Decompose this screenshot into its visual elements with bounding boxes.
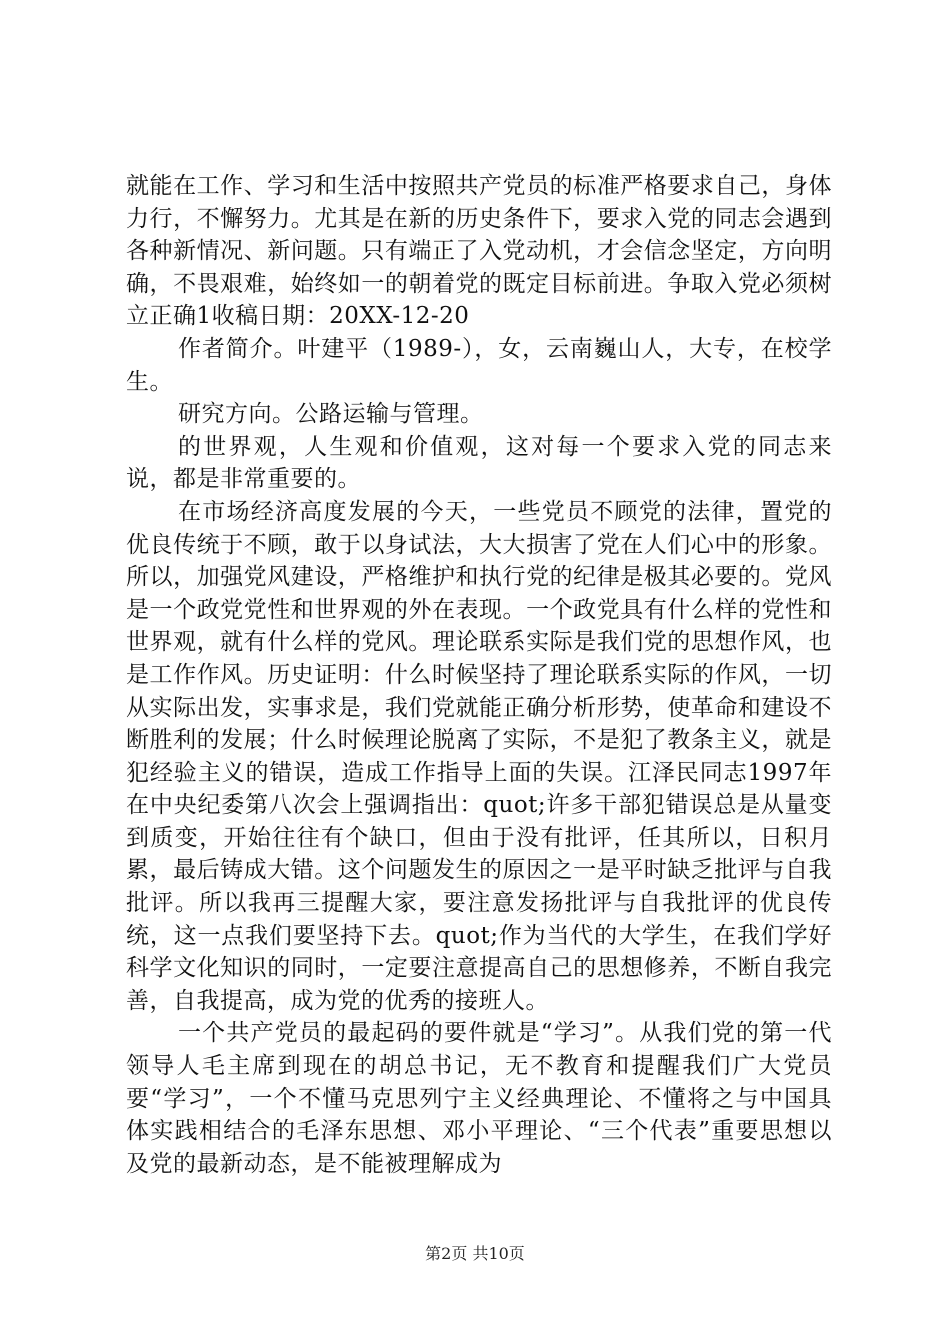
document-body (126, 170, 832, 1180)
paragraph-5: 在市场经济高度发展的今天，一些党员不顾党的法律，置党的优良传统于不顾，敢于以身试法，大大损害了党在人们心中的形象。所以，加强党风建设，严格维护和执行党的纪律是极其必要的。党风是一个政党党性和世界观的外在表现。一个政党具有什么样的党性和世界观，就有什么样的党风。理论联系实际是我们党的思想作风，也是工作作风。历史证明：什么时候坚持了理论联系实际的作风，一切从实际出发，实事求是，我们党就能正确分析形势，使革命和建设不断胜利的发展；什么时候理论脱离了实际，不是犯了教条主义，就是犯经验主义的错误，造成工作指导上面的失误。江泽民同志1997年在中央纪委第八次会上强调指出：quot;许多干部犯错误总是从量变到质变，开始往往有个缺口，但由于没有批评，任其所以，日积月累，最后铸成大错。这个问题发生的原因之一是平时缺乏批评与自我批评。所以我再三提醒大家，要注意发扬批评与自我批评的优良传统，这一点我们要坚持下去。quot;作为当代的大学生，在我们学好科学文化知识的同时，一定要注意提高自己的思想修养，不断自我完善，自我提高，成为党的优秀的接班人。 (126, 498, 832, 1014)
paragraph-1: 就能在工作、学习和生活中按照共产党员的标准严格要求自己，身体力行，不懈努力。尤其是在新的历史条件下，要求入党的同志会遇到各种新情况、新问题。只有端正了入党动机，才会信念坚定，方向明确，不畏艰难，始终如一的朝着党的既定目标前进。争取入党必须树立正确1收稿日期：20XX-12-20 (126, 173, 832, 330)
page-footer (0, 1243, 950, 1265)
page-number-label: 第2页 共10页 (425, 1244, 525, 1263)
paragraph-2: 作者简介。叶建平（1989-），女，云南巍山人，大专，在校学生。 (126, 335, 832, 395)
paragraph-3: 研究方向。公路运输与管理。 (178, 401, 484, 428)
paragraph-6: 一个共产党员的最起码的要件就是“学习”。从我们党的第一代领导人毛主席到现在的胡总书记，无不教育和提醒我们广大党员要“学习”，一个不懂马克思列宁主义经典理论、不懂将之与中国具体实践相结合的毛泽东思想、邓小平理论、“三个代表”重要思想以及党的最新动态，是不能被理解成为 (126, 1020, 832, 1177)
paragraph-4: 的世界观，人生观和价值观，这对每一个要求入党的同志来说，都是非常重要的。 (126, 433, 832, 493)
